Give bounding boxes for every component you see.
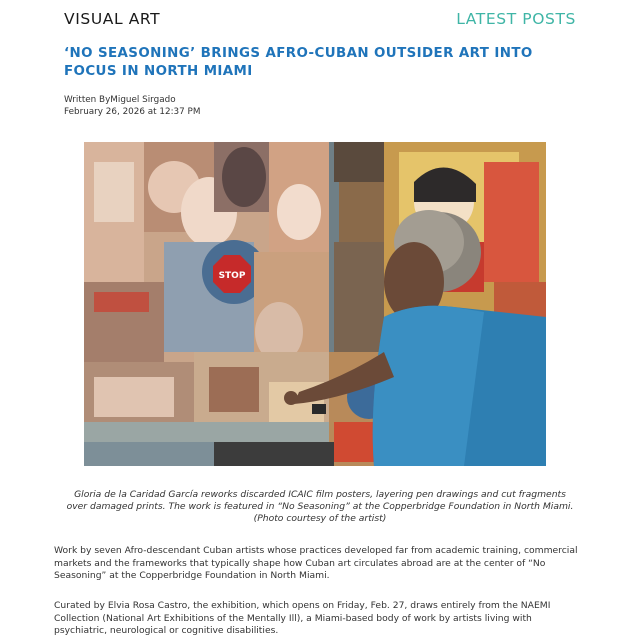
caption-line: over damaged prints. The work is featured in “No Seasoning” at the Copperbridge Foundation in North Miami. — [66, 501, 574, 513]
body-paragraph-1: Work by seven Afro-descendant Cuban artists whose practices developed far from academic training, commercial markets and the frameworks that typically shape how Cuban art circulates abroad are at the center of “No Seasoning” at the Copperbridge Foundation in North Miami. — [54, 545, 578, 582]
caption-credit: (Photo courtesy of the artist) — [253, 513, 387, 525]
artist-at-work-image — [84, 142, 546, 466]
latest-posts-link[interactable]: LATEST POSTS — [456, 10, 576, 28]
author-link[interactable]: Miguel Sirgado — [110, 95, 176, 105]
body-paragraph-2: Curated by Elvia Rosa Castro, the exhibition, which opens on Friday, Feb. 27, draws entirely from the NAEMI Collection (National Art Exhibitions of the Mentally Ill), a Miami-based body of work by artists living with psychiatric, neurological or cognitive disabilities. — [54, 600, 551, 637]
publish-date: February 26, 2026 at 12:37 PM — [64, 107, 201, 117]
top-bar — [64, 10, 576, 32]
article-photo — [84, 142, 546, 466]
stop-sign-text: STOP — [218, 271, 246, 281]
section-label-visual-art[interactable]: VISUAL ART — [64, 10, 161, 28]
article-headline: ‘NO SEASONING’ BRINGS AFRO-CUBAN OUTSIDER ART INTO FOCUS IN NORTH MIAMI — [64, 46, 533, 79]
author-line — [64, 94, 200, 106]
byline — [64, 94, 200, 118]
byline-prefix: Written By — [64, 95, 111, 105]
photo-caption — [48, 489, 592, 526]
caption-line: Gloria de la Caridad García reworks discarded ICAIC film posters, layering pen drawings and cut fragments — [74, 489, 566, 500]
